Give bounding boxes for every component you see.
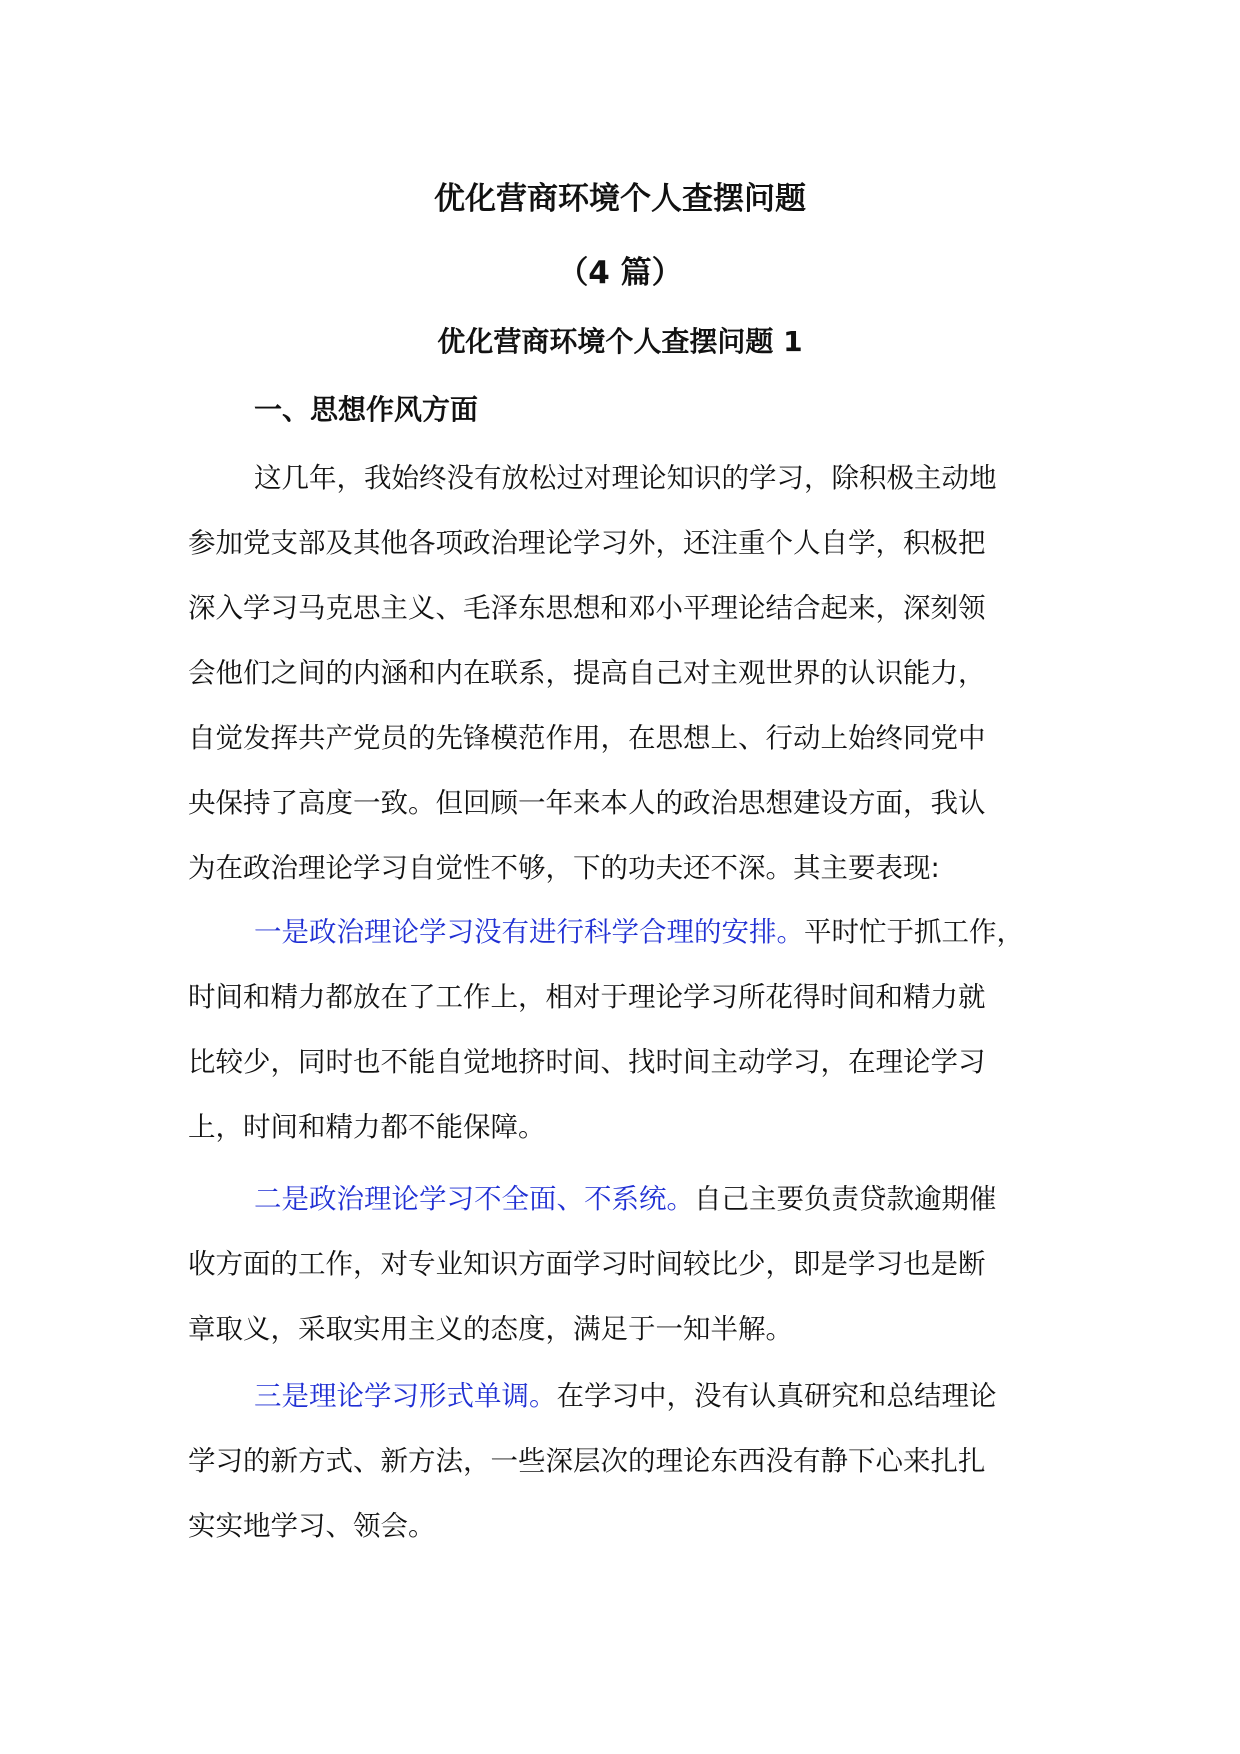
paragraph-line: 会他们之间的内涵和内在联系，提高自己对主观世界的认识能力， (188, 657, 986, 689)
highlight-phrase: 二是政治理论学习不全面、不系统。 (254, 1183, 694, 1215)
paragraph-line: 时间和精力都放在了工作上，相对于理论学习所花得时间和精力就 (188, 981, 986, 1013)
paragraph-line: 自觉发挥共产党员的先锋模范作用，在思想上、行动上始终同党中 (188, 722, 986, 754)
paragraph-point-three (188, 1364, 1068, 1559)
paragraph-line: 章取义，采取实用主义的态度，满足于一知半解。 (188, 1313, 793, 1345)
paragraph-point-two (188, 1167, 1068, 1362)
paragraph-line-rest: 在学习中，没有认真研究和总结理论 (556, 1380, 997, 1412)
paragraph-intro (188, 446, 1068, 901)
paragraph-line: 深入学习马克思主义、毛泽东思想和邓小平理论结合起来，深刻领 (188, 592, 986, 624)
paragraph-line: 学习的新方式、新方法，一些深层次的理论东西没有静下心来扎扎 (188, 1445, 986, 1477)
highlight-phrase: 三是理论学习形式单调。 (254, 1380, 557, 1412)
paragraph-line: 收方面的工作，对专业知识方面学习时间较比少，即是学习也是断 (188, 1248, 986, 1280)
document-title: 优化营商环境个人查摆问题 (434, 181, 806, 217)
section-heading: 一、思想作风方面 (254, 393, 479, 426)
paragraph-line: 上，时间和精力都不能保障。 (188, 1111, 546, 1143)
document-subtitle: （4 篇） (557, 255, 683, 291)
paragraph-line: 参加党支部及其他各项政治理论学习外，还注重个人自学，积极把 (188, 527, 986, 559)
paragraph-line: 央保持了高度一致。但回顾一年来本人的政治思想建设方面，我认 (188, 787, 986, 819)
highlight-phrase: 一是政治理论学习没有进行科学合理的安排。 (254, 916, 804, 948)
paragraph-line: 实实地学习、领会。 (188, 1510, 436, 1542)
paragraph-point-one (188, 900, 1068, 1160)
paragraph-line: 为在政治理论学习自觉性不够，下的功夫还不深。其主要表现: (188, 852, 940, 884)
paragraph-line: 比较少，同时也不能自觉地挤时间、找时间主动学习，在理论学习 (188, 1046, 986, 1078)
paragraph-first-line (188, 1364, 1068, 1429)
paragraph-first-line (188, 1167, 1068, 1232)
paragraph-line-rest: 自己主要负责贷款逾期催 (694, 1183, 997, 1215)
part-title: 优化营商环境个人查摆问题 1 (437, 325, 803, 358)
paragraph-first-line (188, 900, 1068, 965)
paragraph-line-rest: 平时忙于抓工作， (804, 916, 1024, 948)
paragraph-line: 这几年，我始终没有放松过对理论知识的学习，除积极主动地 (254, 462, 997, 494)
